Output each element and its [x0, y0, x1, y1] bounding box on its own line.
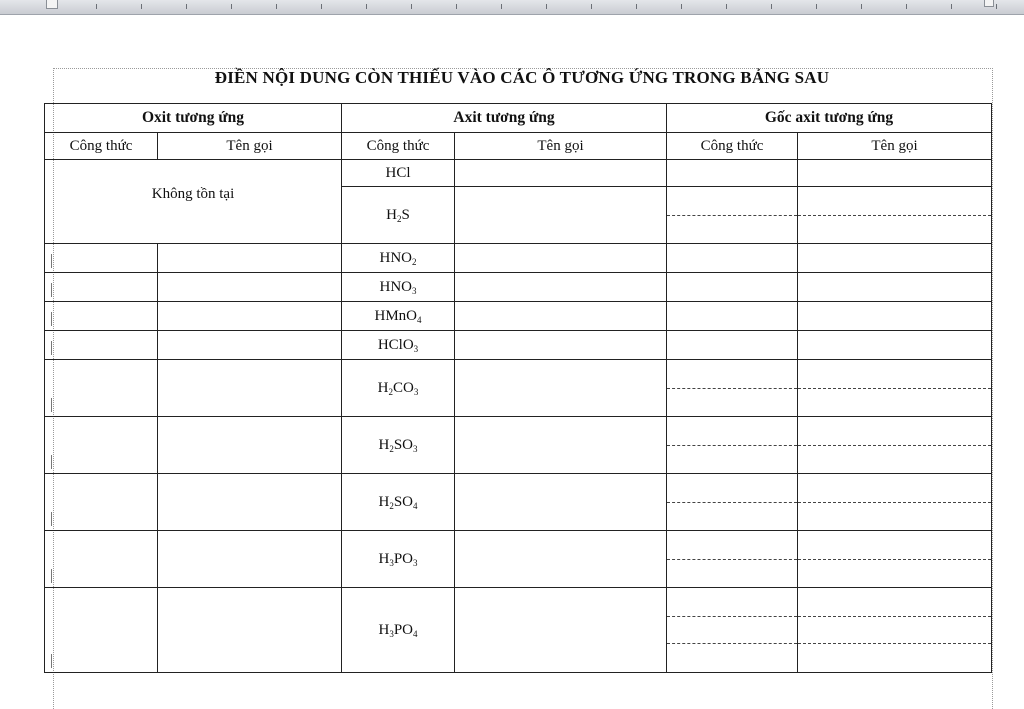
goc-cell[interactable] — [798, 531, 992, 588]
oxit-not-exist-cell: Không tồn tại — [45, 160, 342, 244]
ruler-tick — [726, 4, 727, 9]
oxit-name-cell[interactable] — [158, 474, 342, 531]
acid-name-cell[interactable] — [455, 360, 667, 417]
formula-subscript: 4 — [413, 500, 418, 511]
acid-formula — [342, 417, 455, 474]
acid-formula — [342, 187, 455, 244]
acid-name-cell[interactable] — [455, 588, 667, 673]
ruler-tick — [96, 4, 97, 9]
oxit-formula-cell[interactable] — [45, 244, 158, 273]
goc-cell[interactable] — [798, 474, 992, 531]
goc-cell[interactable] — [798, 331, 992, 360]
oxit-name-cell[interactable] — [158, 273, 342, 302]
oxit-name-cell[interactable] — [158, 588, 342, 673]
right-indent-marker[interactable] — [984, 0, 994, 7]
ruler-tick — [456, 4, 457, 9]
goc-cell[interactable] — [667, 244, 798, 273]
dashed-divider — [798, 215, 991, 216]
horizontal-ruler[interactable] — [0, 0, 1024, 15]
oxit-formula-cell[interactable] — [45, 417, 158, 474]
subheader-oxit-name: Tên gọi — [158, 133, 342, 160]
subheader-axit-name: Tên gọi — [455, 133, 667, 160]
formula-symbol: HNO — [379, 249, 412, 266]
oxit-name-cell[interactable] — [158, 360, 342, 417]
header-axit: Axit tương ứng — [342, 104, 667, 133]
ruler-tick — [186, 4, 187, 9]
table-row — [45, 417, 992, 474]
formula-subscript: 2 — [397, 213, 402, 224]
acid-formula — [342, 474, 455, 531]
dashed-divider — [667, 445, 797, 446]
header-oxit: Oxit tương ứng — [45, 104, 342, 133]
oxit-formula-cell[interactable] — [45, 273, 158, 302]
formula-subscript: 2 — [412, 256, 417, 267]
formula-symbol: HCl — [385, 164, 411, 181]
document-title: ĐIỀN NỘI DUNG CÒN THIẾU VÀO CÁC Ô TƯƠNG ỨNG TRONG BẢNG SAU — [214, 68, 830, 87]
ruler-tick — [636, 4, 637, 9]
table-body — [45, 160, 992, 673]
formula-symbol: H — [378, 621, 390, 638]
subheader-goc-formula: Công thức — [667, 133, 798, 160]
ruler-tick — [321, 4, 322, 9]
acid-formula — [342, 302, 455, 331]
acid-name-cell[interactable] — [455, 160, 667, 187]
dashed-divider — [798, 388, 991, 389]
ruler-tick — [996, 4, 997, 9]
formula-subscript: 3 — [413, 557, 418, 568]
formula-subscript: 2 — [389, 500, 394, 511]
acid-name-cell[interactable] — [455, 331, 667, 360]
oxit-formula-cell[interactable] — [45, 474, 158, 531]
formula-symbol: H — [377, 379, 389, 396]
formula-subscript: 3 — [412, 285, 417, 296]
formula-symbol: SO — [393, 493, 414, 510]
acid-name-cell[interactable] — [455, 474, 667, 531]
goc-cell[interactable] — [798, 588, 992, 673]
table-row — [45, 302, 992, 331]
dashed-divider — [667, 559, 797, 560]
formula-symbol: CO — [393, 379, 414, 396]
goc-cell[interactable] — [667, 531, 798, 588]
formula-subscript: 3 — [413, 343, 419, 354]
formula-subscript: 2 — [389, 443, 394, 454]
table-row — [45, 273, 992, 302]
oxit-formula-cell[interactable] — [45, 588, 158, 673]
acid-table[interactable] — [44, 103, 992, 673]
ruler-tick — [231, 4, 232, 9]
ruler-tick — [681, 4, 682, 9]
dashed-divider — [667, 643, 797, 644]
table-row — [45, 360, 992, 417]
acid-formula — [342, 160, 455, 187]
dashed-divider — [798, 559, 991, 560]
ruler-tick — [276, 4, 277, 9]
table-row — [45, 531, 992, 588]
oxit-name-cell[interactable] — [158, 331, 342, 360]
subheader-goc-name: Tên gọi — [798, 133, 992, 160]
oxit-formula-cell[interactable] — [45, 531, 158, 588]
oxit-formula-cell[interactable] — [45, 302, 158, 331]
ruler-tick — [771, 4, 772, 9]
ruler-tick — [951, 4, 952, 9]
formula-symbol: S — [401, 206, 410, 223]
table-subheader-row — [45, 133, 992, 160]
acid-formula — [342, 273, 455, 302]
dashed-divider — [798, 643, 991, 644]
dashed-divider — [667, 388, 797, 389]
acid-name-cell[interactable] — [455, 302, 667, 331]
oxit-name-cell[interactable] — [158, 244, 342, 273]
goc-cell[interactable] — [667, 187, 798, 244]
formula-symbol: PO — [393, 621, 414, 638]
oxit-formula-cell[interactable] — [45, 360, 158, 417]
formula-subscript: 2 — [388, 386, 393, 397]
table-row — [45, 244, 992, 273]
formula-subscript: 3 — [389, 628, 394, 639]
goc-cell[interactable] — [798, 187, 992, 244]
formula-symbol: HMnO — [374, 307, 417, 324]
goc-cell[interactable] — [667, 273, 798, 302]
formula-symbol: H — [378, 550, 390, 567]
oxit-formula-cell[interactable] — [45, 331, 158, 360]
goc-cell[interactable] — [798, 360, 992, 417]
goc-cell[interactable] — [667, 331, 798, 360]
acid-name-cell[interactable] — [455, 273, 667, 302]
goc-cell[interactable] — [798, 302, 992, 331]
ruler-tick — [906, 4, 907, 9]
table-row — [45, 474, 992, 531]
goc-cell[interactable] — [798, 417, 992, 474]
goc-cell[interactable] — [667, 360, 798, 417]
formula-subscript: 3 — [413, 386, 419, 397]
formula-symbol: H — [378, 493, 390, 510]
dashed-divider — [798, 616, 991, 617]
indent-marker[interactable] — [46, 0, 58, 9]
goc-cell[interactable] — [667, 160, 798, 187]
ruler-tick — [411, 4, 412, 9]
ruler-tick — [546, 4, 547, 9]
table-row — [45, 160, 992, 187]
ruler-tick — [861, 4, 862, 9]
goc-cell[interactable] — [667, 588, 798, 673]
oxit-name-cell[interactable] — [158, 531, 342, 588]
table-row — [45, 588, 992, 673]
oxit-name-cell[interactable] — [158, 302, 342, 331]
goc-cell[interactable] — [798, 244, 992, 273]
oxit-name-cell[interactable] — [158, 417, 342, 474]
dashed-divider — [667, 502, 797, 503]
ruler-tick — [591, 4, 592, 9]
dashed-divider — [667, 616, 797, 617]
formula-symbol: HNO — [379, 278, 412, 295]
goc-cell[interactable] — [667, 417, 798, 474]
acid-name-cell[interactable] — [455, 417, 667, 474]
formula-subscript: 3 — [413, 443, 418, 454]
formula-symbol: SO — [393, 436, 414, 453]
goc-cell[interactable] — [667, 302, 798, 331]
acid-formula — [342, 331, 455, 360]
acid-formula — [342, 244, 455, 273]
formula-subscript: 4 — [413, 628, 418, 639]
acid-name-cell[interactable] — [455, 244, 667, 273]
table-header-row — [45, 104, 992, 133]
subheader-oxit-formula: Công thức — [45, 133, 158, 160]
acid-formula — [342, 531, 455, 588]
acid-formula — [342, 360, 455, 417]
formula-symbol: H — [378, 436, 390, 453]
formula-symbol: HClO — [377, 336, 414, 353]
ruler-tick — [816, 4, 817, 9]
ruler-tick — [501, 4, 502, 9]
goc-cell[interactable] — [667, 474, 798, 531]
acid-formula — [342, 588, 455, 673]
acid-name-cell[interactable] — [455, 531, 667, 588]
acid-name-cell[interactable] — [455, 187, 667, 244]
ruler-tick — [141, 4, 142, 9]
goc-cell[interactable] — [798, 273, 992, 302]
dashed-divider — [798, 445, 991, 446]
header-goc-axit: Gốc axit tương ứng — [667, 104, 992, 133]
formula-symbol: PO — [393, 550, 414, 567]
goc-cell[interactable] — [798, 160, 992, 187]
formula-subscript: 4 — [417, 314, 422, 325]
table-row — [45, 331, 992, 360]
dashed-divider — [798, 502, 991, 503]
dashed-divider — [667, 215, 797, 216]
subheader-axit-formula: Công thức — [342, 133, 455, 160]
formula-subscript: 3 — [389, 557, 394, 568]
formula-symbol: H — [386, 206, 397, 223]
ruler-tick — [366, 4, 367, 9]
